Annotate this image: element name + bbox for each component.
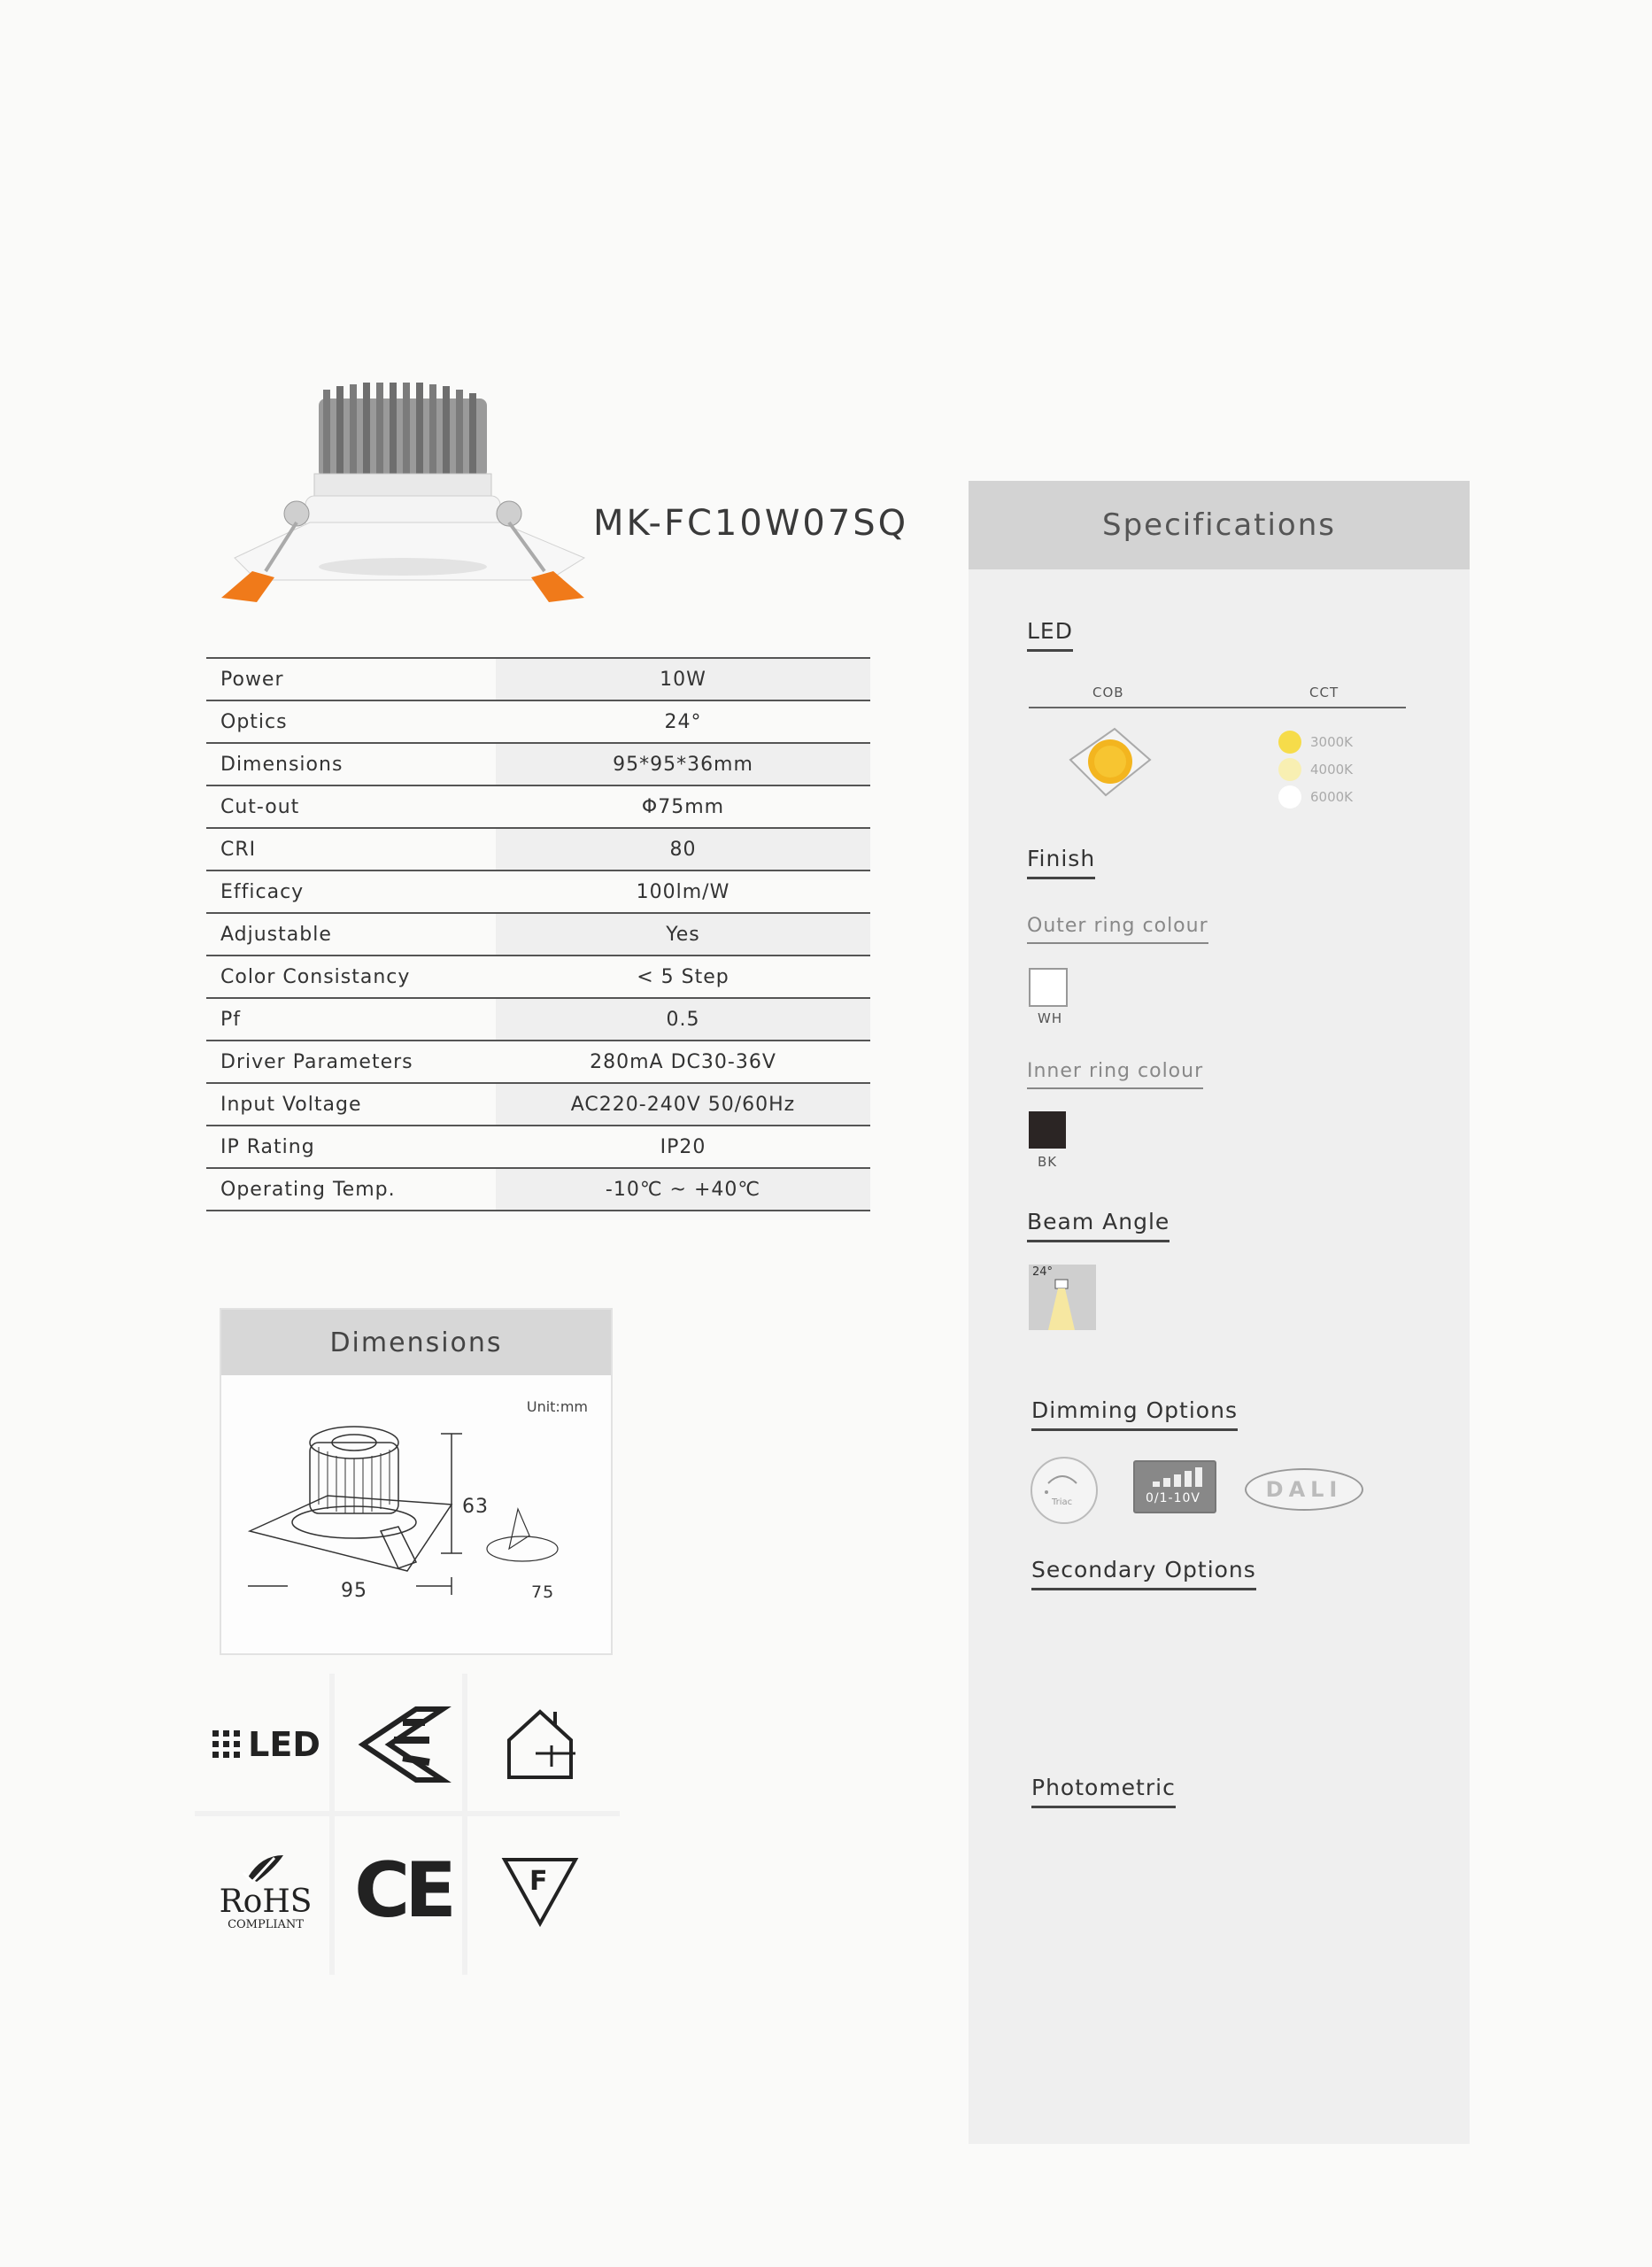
- spec-label: Input Voltage: [220, 1093, 362, 1116]
- secondary-options-title: Secondary Options: [1031, 1557, 1256, 1590]
- beam-angle-value: 24°: [1032, 1265, 1054, 1279]
- cct-swatch-label: 4000K: [1310, 762, 1354, 778]
- spec-value: -10℃ ~ +40℃: [496, 1169, 870, 1210]
- spec-value: 0.5: [496, 999, 870, 1040]
- rohs-cert-icon: [204, 1838, 328, 1944]
- led-section-title: LED: [1027, 618, 1073, 652]
- spec-row: [206, 870, 870, 912]
- inner-ring-title: Inner ring colour: [1027, 1060, 1203, 1089]
- photometric-title: Photometric: [1031, 1775, 1176, 1808]
- spec-row: [206, 742, 870, 785]
- spec-row: [206, 955, 870, 997]
- spec-value: Yes: [496, 914, 870, 955]
- spec-row: [206, 1082, 870, 1125]
- led-cert-icon: [204, 1691, 328, 1798]
- cob-cct-divider: [1029, 707, 1406, 708]
- spec-row: [206, 827, 870, 870]
- triac-label: Triac: [1052, 1497, 1073, 1507]
- rohs-cert-subtext: COMPLIANT: [228, 1917, 304, 1931]
- cct-swatch: [1278, 785, 1301, 809]
- dali-label: DALI: [1265, 1477, 1343, 1502]
- product-model-title: MK-FC10W07SQ: [593, 503, 909, 544]
- spec-label: IP Rating: [220, 1135, 315, 1158]
- inner-ring-code: BK: [1038, 1154, 1058, 1170]
- indoor-use-icon: [478, 1691, 602, 1798]
- dali-dimming-icon: [1245, 1468, 1363, 1511]
- spec-value: 95*95*36mm: [496, 744, 870, 785]
- ce-cert-text: CE: [354, 1846, 452, 1935]
- spec-label: Efficacy: [220, 880, 305, 903]
- outer-ring-swatch: [1029, 968, 1068, 1007]
- spec-value: Φ75mm: [641, 795, 725, 818]
- spec-value: 80: [496, 829, 870, 870]
- beam-angle-icon: [1029, 1265, 1096, 1330]
- dimming-options-title: Dimming Options: [1031, 1397, 1238, 1431]
- outer-ring-code: WH: [1038, 1010, 1063, 1026]
- dimensions-box: [220, 1308, 613, 1655]
- spec-value: 280mA DC30-36V: [590, 1050, 776, 1073]
- cob-chip-icon: [1066, 724, 1154, 803]
- spec-value: 24°: [664, 710, 702, 733]
- cct-swatch-label: 3000K: [1310, 734, 1354, 750]
- spec-label: Operating Temp.: [220, 1178, 396, 1201]
- spec-label: Optics: [220, 710, 288, 733]
- spec-label: Driver Parameters: [220, 1050, 413, 1073]
- cct-swatch-label: 6000K: [1310, 789, 1354, 805]
- spec-value: 100lm/W: [636, 880, 730, 903]
- spec-label: Adjustable: [220, 923, 332, 946]
- finish-section-title: Finish: [1027, 846, 1095, 879]
- spec-label: Color Consistancy: [220, 965, 411, 988]
- led-cert-text: LED: [248, 1725, 320, 1764]
- spec-value: 10W: [496, 659, 870, 700]
- certifications: [195, 1674, 620, 1975]
- spec-row: [206, 1040, 870, 1082]
- spec-label: CRI: [220, 838, 257, 861]
- dimension-height: 63: [462, 1496, 489, 1518]
- specifications-panel: [969, 481, 1470, 2144]
- cct-swatch: [1278, 758, 1301, 781]
- triac-dimming-icon: [1031, 1457, 1098, 1524]
- inner-ring-swatch: [1029, 1111, 1066, 1149]
- ce-cert-icon: [341, 1838, 465, 1944]
- spec-table: [206, 657, 870, 1211]
- spec-label: Power: [220, 668, 284, 691]
- spec-row: [206, 1125, 870, 1167]
- dimensions-title: Dimensions: [221, 1310, 611, 1375]
- spec-value: AC220-240V 50/60Hz: [496, 1084, 870, 1125]
- rohs-cert-text: RoHS: [219, 1883, 313, 1920]
- spec-label: Dimensions: [220, 753, 344, 776]
- outer-ring-title: Outer ring colour: [1027, 915, 1208, 944]
- spec-label: Cut-out: [220, 795, 300, 818]
- spec-row: [206, 997, 870, 1040]
- cct-label: CCT: [1309, 685, 1339, 700]
- spec-value: < 5 Step: [637, 965, 730, 988]
- spec-row: [206, 1167, 870, 1211]
- spec-row: [206, 700, 870, 742]
- f-mark-text: F: [529, 1866, 548, 1897]
- zero-ten-label: 0/1-10V: [1146, 1491, 1200, 1505]
- dimension-cutout: 75: [531, 1582, 555, 1602]
- spec-row: [206, 657, 870, 700]
- spec-label: Pf: [220, 1008, 242, 1031]
- cob-label: COB: [1092, 685, 1124, 700]
- beam-angle-title: Beam Angle: [1027, 1209, 1170, 1242]
- f-mark-icon: [478, 1838, 602, 1944]
- spec-row: [206, 912, 870, 955]
- panel-title: Specifications: [969, 481, 1470, 569]
- enec-cert-icon: [341, 1691, 465, 1798]
- spec-row: [206, 785, 870, 827]
- cct-swatch: [1278, 731, 1301, 754]
- dimensions-unit: Unit:mm: [526, 1398, 588, 1415]
- dimension-width: 95: [341, 1580, 367, 1602]
- dimension-drawing: [248, 1407, 593, 1611]
- zero-ten-dimming-icon: [1133, 1460, 1216, 1513]
- spec-value: IP20: [660, 1135, 706, 1158]
- product-image: [212, 381, 593, 611]
